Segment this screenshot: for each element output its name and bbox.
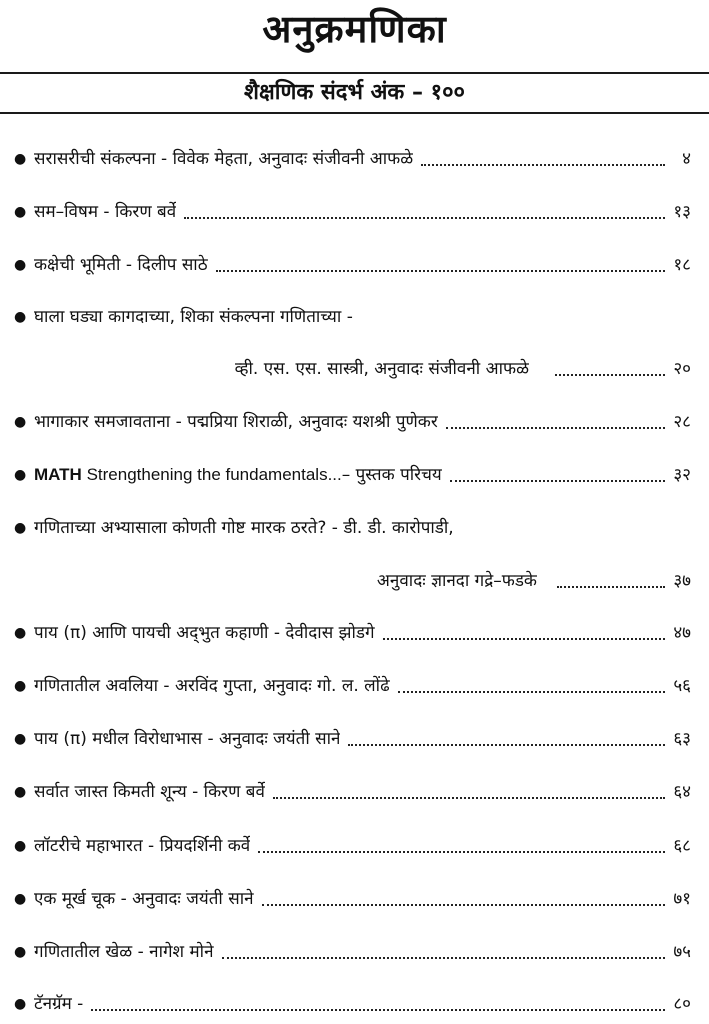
dot-leader — [258, 850, 665, 853]
toc-entry[interactable] — [14, 614, 691, 644]
bullet-icon: ● — [14, 996, 27, 1012]
bullet-icon: ● — [14, 944, 27, 960]
bullet-icon: ● — [14, 467, 27, 483]
entry-title: लॉटरीचे महाभारत - प्रियदर्शिनी कर्वे — [34, 836, 251, 856]
entry-title — [34, 464, 442, 486]
entry-title: पाय (π) मधील विरोधाभास - अनुवादः जयंती साने — [34, 729, 341, 749]
bullet-icon: ● — [14, 520, 27, 536]
entry-title: सर्वात जास्त किमती शून्य - किरण बर्वे — [34, 782, 265, 802]
page-number: ४७ — [673, 623, 691, 643]
page-number: २८ — [673, 412, 691, 432]
dot-leader — [91, 1008, 665, 1011]
page-number: ८० — [673, 994, 691, 1014]
toc-entry[interactable] — [14, 880, 691, 910]
toc-entry[interactable] — [14, 193, 691, 223]
toc-entry-continuation[interactable] — [0, 562, 691, 592]
entry-title-suffix: – पुस्तक परिचय — [341, 465, 442, 485]
bullet-icon: ● — [14, 678, 27, 694]
entry-title-latin: Strengthening the fundamentals... — [81, 465, 342, 484]
dot-leader — [398, 690, 665, 693]
bullet-icon: ● — [14, 151, 27, 167]
page-number: ७५ — [673, 942, 691, 962]
entry-title: गणितातील अवलिया - अरविंद गुप्ता, अनुवादः गो. ल. लोंढे — [34, 676, 390, 696]
page-number: १३ — [673, 202, 691, 222]
entry-title: घाला घड्या कागदाच्या, शिका संकल्पना गणिताच्या - — [34, 307, 353, 327]
page-number: ४ — [682, 149, 691, 169]
toc-entry[interactable] — [14, 933, 691, 963]
page-number: २० — [673, 359, 691, 379]
page-number: ७१ — [673, 889, 691, 909]
page-number: ३७ — [673, 571, 691, 591]
bullet-icon: ● — [14, 414, 27, 430]
dot-leader — [383, 637, 665, 640]
bullet-icon: ● — [14, 625, 27, 641]
page-number: ६८ — [673, 836, 691, 856]
issue-subtitle: शैक्षणिक संदर्भ अंक – १०० — [244, 80, 465, 105]
dot-leader — [555, 373, 665, 376]
toc-entry[interactable] — [14, 509, 691, 539]
toc-entry[interactable] — [14, 827, 691, 857]
page-number: ६४ — [673, 782, 691, 802]
dot-leader — [222, 956, 665, 959]
toc-entry[interactable] — [14, 246, 691, 276]
page-number: ३२ — [673, 465, 691, 485]
entry-title: सरासरीची संकल्पना - विवेक मेहता, अनुवादः संजीवनी आफळे — [34, 149, 414, 169]
bullet-icon: ● — [14, 309, 27, 325]
entry-authors: अनुवादः ज्ञानदा गद्रे–फडके — [376, 571, 537, 591]
toc-entry[interactable] — [14, 773, 691, 803]
entry-authors: व्ही. एस. एस. सास्त्री, अनुवादः संजीवनी आफळे — [234, 359, 529, 379]
dot-leader — [348, 743, 665, 746]
entry-title: भागाकार समजावताना - पद्मप्रिया शिराळी, अनुवादः यशश्री पुणेकर — [34, 412, 438, 432]
entry-title-bold: MATH — [34, 465, 82, 484]
page-number: १८ — [673, 255, 691, 275]
entry-title: टॅनग्रॅम - — [34, 994, 84, 1014]
entry-title: सम–विषम - किरण बर्वे — [34, 202, 177, 222]
bullet-icon: ● — [14, 731, 27, 747]
entry-title: गणितातील खेळ - नागेश मोने — [34, 942, 214, 962]
toc-entry[interactable] — [14, 456, 691, 486]
dot-leader — [421, 163, 665, 166]
dot-leader — [262, 903, 665, 906]
bullet-icon: ● — [14, 838, 27, 854]
bottom-divider — [0, 112, 709, 114]
entry-title: एक मूर्ख चूक - अनुवादः जयंती साने — [34, 889, 254, 909]
entry-title: गणिताच्या अभ्यासाला कोणती गोष्ट मारक ठरते? - डी. डी. कारोपाडी, — [34, 518, 454, 538]
page-number: ५६ — [673, 676, 691, 696]
bullet-icon: ● — [14, 204, 27, 220]
dot-leader — [216, 269, 665, 272]
toc-entry[interactable] — [14, 985, 691, 1015]
bullet-icon: ● — [14, 891, 27, 907]
dot-leader — [446, 426, 665, 429]
page-number: ६३ — [673, 729, 691, 749]
toc-entry[interactable] — [14, 298, 691, 328]
entry-title: कक्षेची भूमिती - दिलीप साठे — [34, 255, 208, 275]
toc-entry[interactable] — [14, 720, 691, 750]
dot-leader — [557, 585, 665, 588]
entry-title: पाय (π) आणि पायची अद्‌भुत कहाणी - देवीदास झोडगे — [34, 623, 375, 643]
toc-entry[interactable] — [14, 403, 691, 433]
dot-leader — [184, 216, 665, 219]
toc-entry-continuation[interactable] — [0, 350, 691, 380]
bullet-icon: ● — [14, 257, 27, 273]
bullet-icon: ● — [14, 784, 27, 800]
toc-entry[interactable] — [14, 667, 691, 697]
dot-leader — [273, 796, 665, 799]
toc-entry[interactable] — [14, 140, 691, 170]
page-title: अनुक्रमणिका — [262, 7, 447, 51]
dot-leader — [450, 479, 665, 482]
